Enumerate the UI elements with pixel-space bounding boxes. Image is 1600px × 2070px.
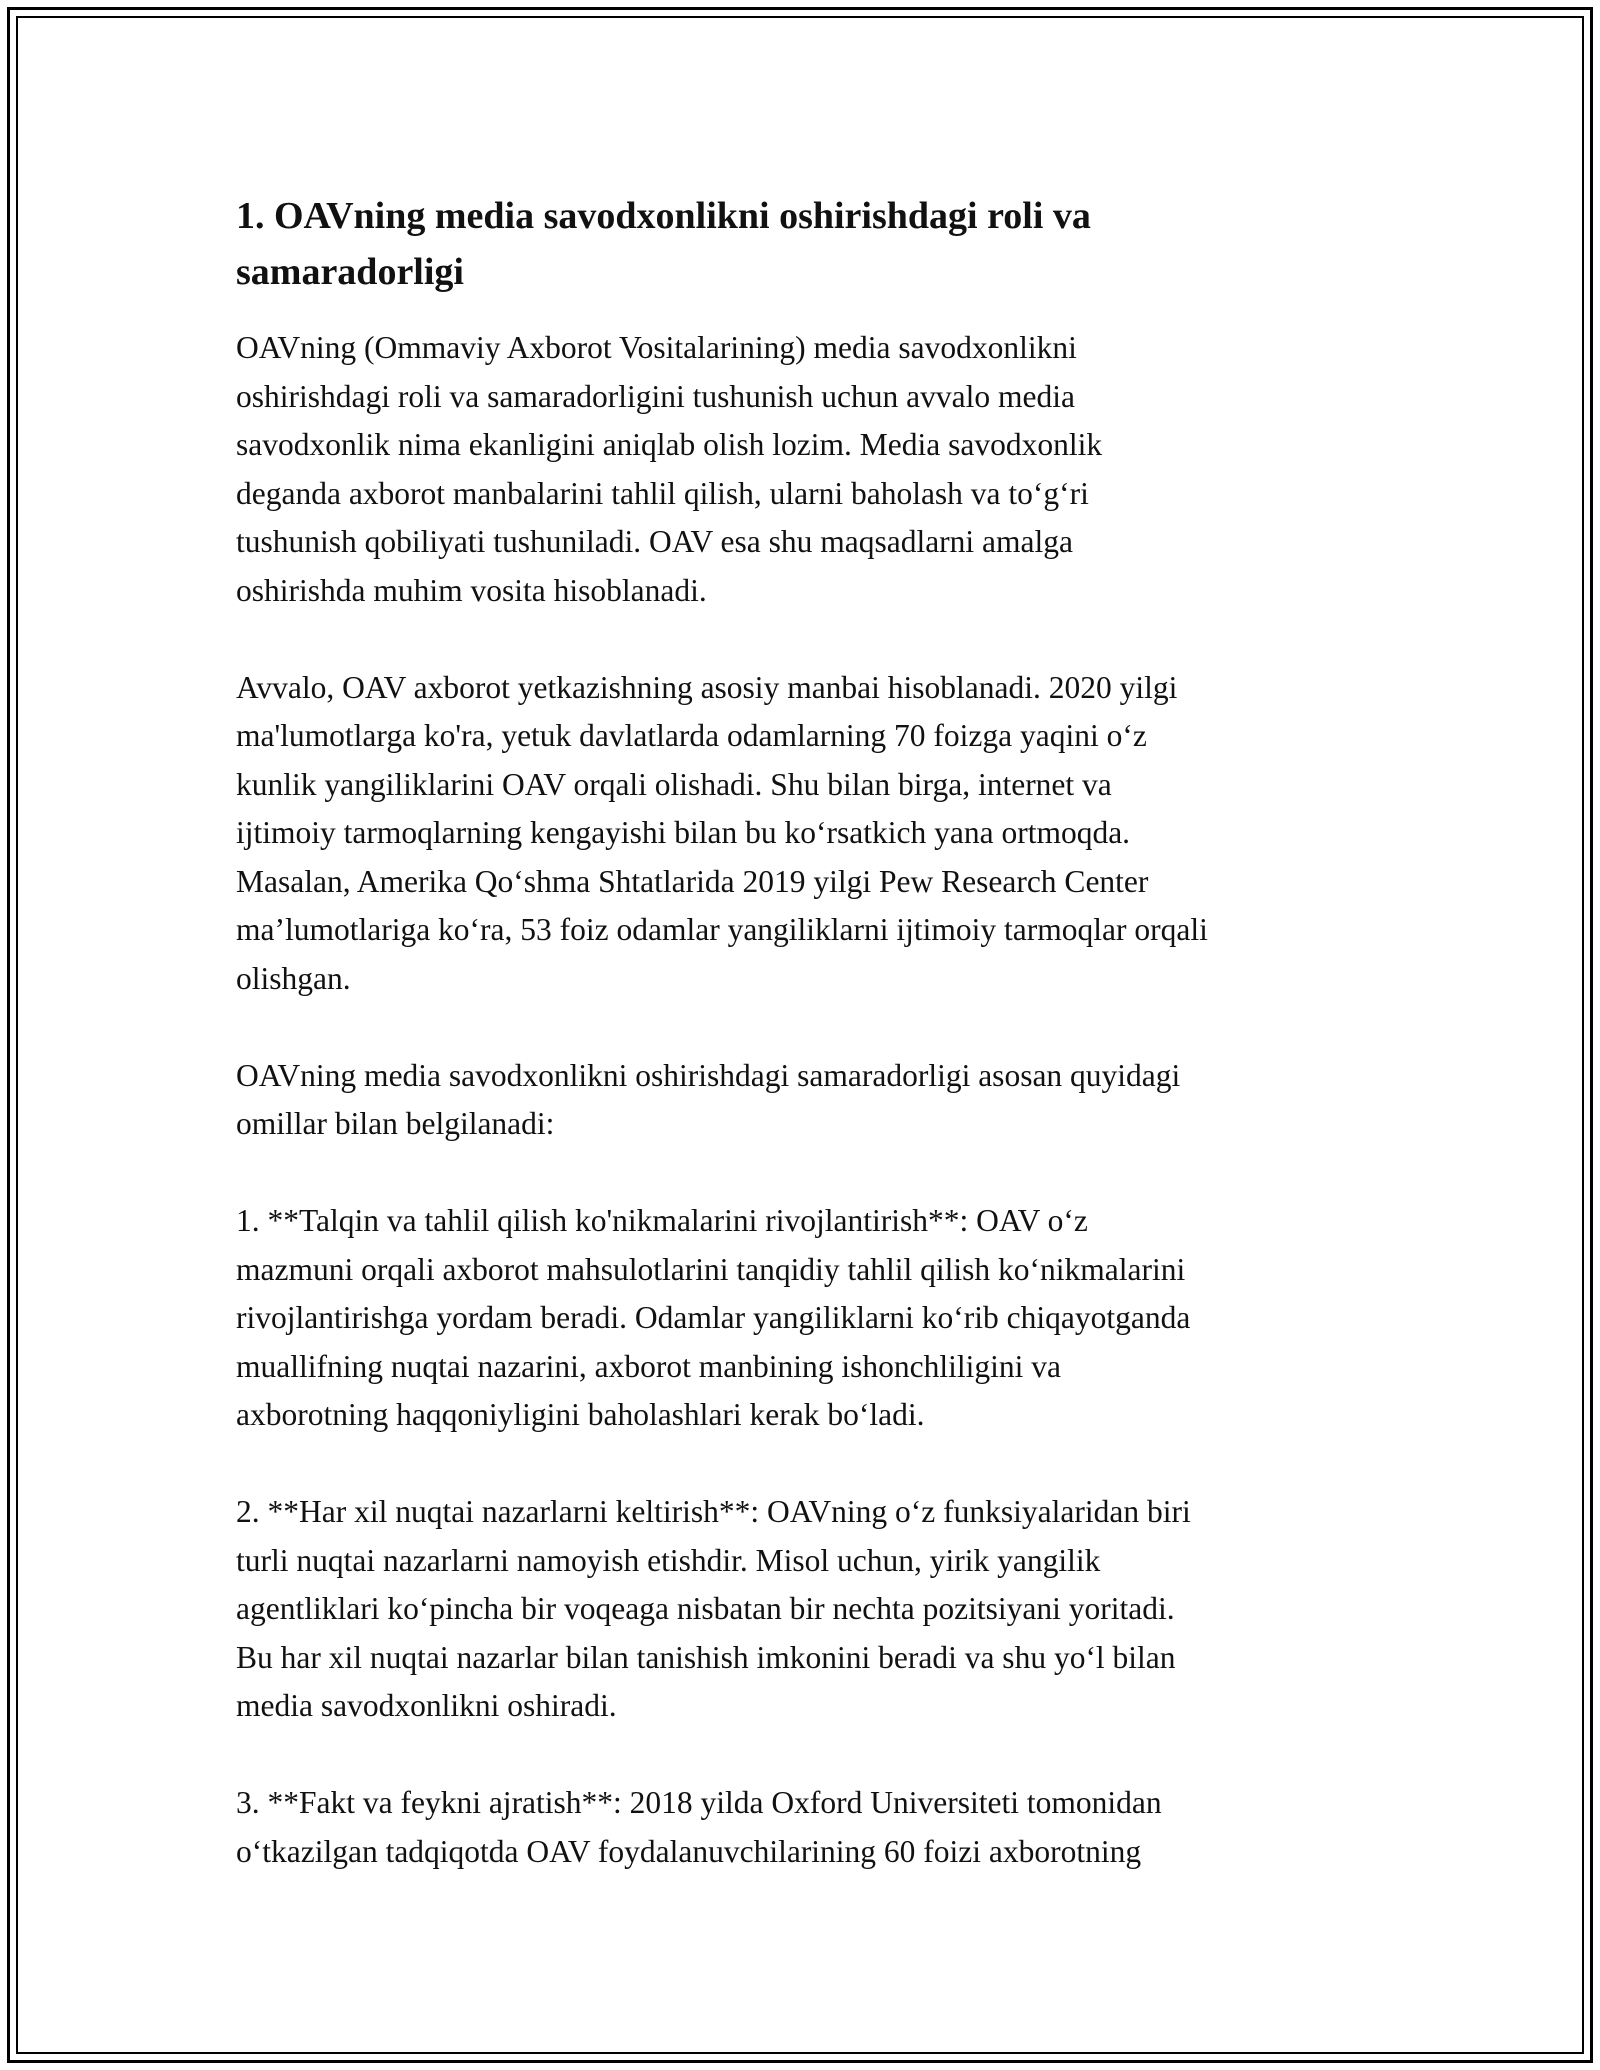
text-line: savodxonlik nima ekanligini aniqlab olish lozim. Media savodxonlik (236, 427, 1103, 462)
text-line: olishgan. (236, 960, 351, 996)
text-line: axborotning haqqoniyligini baholashlari kerak bo‘ladi. (236, 1397, 925, 1432)
text-line: Bu har xil nuqtai nazarlar bilan tanishish imkonini beradi va shu yo‘l bilan (236, 1639, 1176, 1675)
paragraph-statistics (236, 664, 1376, 1004)
text-line: Avvalo, OAV axborot yetkazishning asosiy manbai hisoblanadi. 2020 yilgi (236, 669, 1178, 705)
paragraph-intro (236, 324, 1376, 615)
document-body (236, 188, 1376, 1876)
text-line: muallifning nuqtai nazarini, axborot manbining ishonchliligini va (236, 1348, 1061, 1384)
text-line: OAVning media savodxonlikni oshirishdagi samaradorligi asosan quyidagi (236, 1057, 1181, 1093)
text-line: ma'lumotlarga ko'ra, yetuk davlatlarda odamlarning 70 foizga yaqini o‘z (236, 718, 1147, 753)
paragraph-factors-intro (236, 1052, 1376, 1149)
text-line: 2. **Har xil nuqtai nazarlarni keltirish**: OAVning o‘z funksiyalaridan biri (236, 1494, 1191, 1529)
text-line: agentliklari ko‘pincha bir voqeaga nisbatan bir nechta pozitsiyani yoritadi. (236, 1591, 1175, 1626)
section-heading (236, 188, 1376, 300)
text-line: rivojlantirishga yordam beradi. Odamlar yangiliklarni ko‘rib chiqayotganda (236, 1300, 1191, 1335)
text-line: OAVning (Ommaviy Axborot Vositalarining) media savodxonlikni (236, 330, 1077, 365)
text-line: ijtimoiy tarmoqlarning kengayishi bilan bu ko‘rsatkich yana ortmoqda. (236, 815, 1131, 850)
text-line: 3. **Fakt va feykni ajratish**: 2018 yilda Oxford Universiteti tomonidan (236, 1785, 1162, 1820)
text-line: ma’lumotlariga ko‘ra, 53 foiz odamlar yangiliklarni ijtimoiy tarmoqlar orqali (236, 912, 1208, 947)
text-line: o‘tkazilgan tadqiqotda OAV foydalanuvchilarining 60 foizi axborotning (236, 1833, 1142, 1869)
text-line: kunlik yangiliklarini OAV orqali olishadi. Shu bilan birga, internet va (236, 766, 1112, 802)
text-line: oshirishda muhim vosita hisoblanadi. (236, 572, 707, 608)
text-line: turli nuqtai nazarlarni namoyish etishdir. Misol uchun, yirik yangilik (236, 1542, 1101, 1578)
paragraph-factor-3 (236, 1779, 1376, 1876)
text-line: tushunish qobiliyati tushuniladi. OAV esa shu maqsadlarni amalga (236, 524, 1073, 559)
text-line: deganda axborot manbalarini tahlil qilish, ularni baholash va to‘g‘ri (236, 475, 1089, 511)
paragraph-factor-2 (236, 1488, 1376, 1731)
heading-line: samaradorligi (236, 251, 464, 293)
paragraph-factor-1 (236, 1197, 1376, 1440)
text-line: mazmuni orqali axborot mahsulotlarini tanqidiy tahlil qilish ko‘nikmalarini (236, 1251, 1186, 1287)
text-line: Masalan, Amerika Qo‘shma Shtatlarida 2019 yilgi Pew Research Center (236, 863, 1149, 899)
text-line: 1. **Talqin va tahlil qilish ko'nikmalarini rivojlantirish**: OAV o‘z (236, 1203, 1088, 1238)
text-line: oshirishdagi roli va samaradorligini tushunish uchun avvalo media (236, 378, 1075, 414)
text-line: media savodxonlikni oshiradi. (236, 1688, 617, 1723)
text-line: omillar bilan belgilanadi: (236, 1106, 555, 1141)
heading-line: 1. OAVning media savodxonlikni oshirishdagi roli va (236, 195, 1091, 237)
